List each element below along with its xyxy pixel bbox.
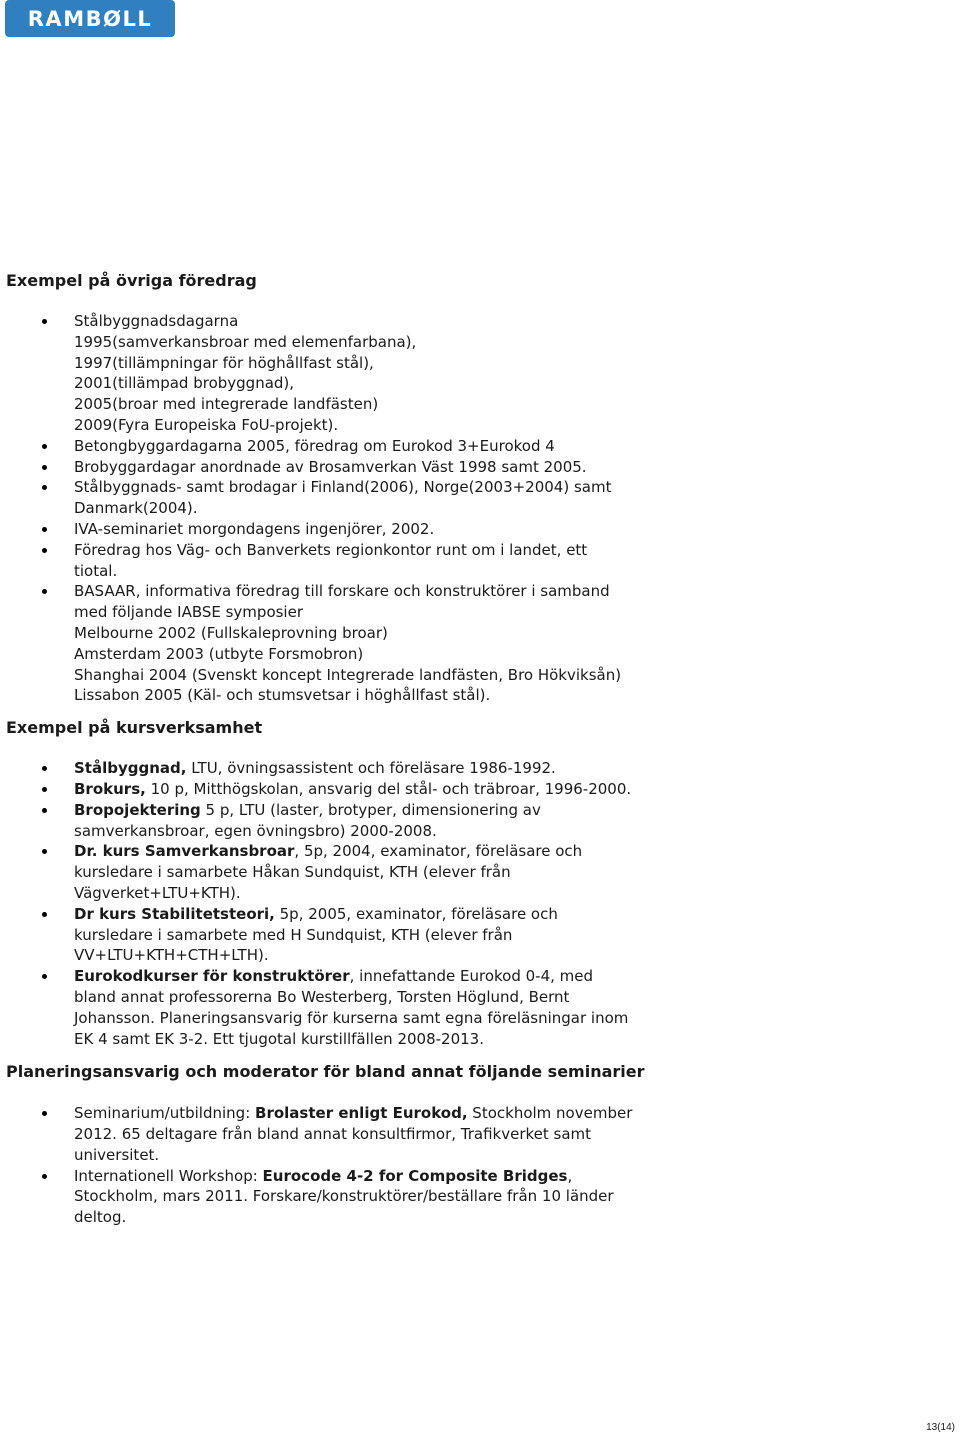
list-item: [6, 1166, 736, 1228]
kursverksamhet-list: [6, 758, 736, 1049]
seminar-details: Stockholm november: [467, 1104, 633, 1123]
item-text-line: BASAAR, informativa föredrag till forskare och konstruktörer i samband: [74, 582, 610, 601]
item-text-line: Föredrag hos Väg- och Banverkets regionkontor runt om i landet, ett: [74, 540, 588, 559]
item-text-line: EK 4 samt EK 3-2. Ett tjugotal kurstillfällen 2008-2013.: [74, 1029, 484, 1048]
item-text-line: med följande IABSE symposier: [74, 603, 303, 622]
item-text-line: Vägverket+LTU+KTH).: [74, 883, 241, 902]
item-text-line: 2005(broar med integrerade landfästen): [74, 395, 379, 414]
item-text-line: VV+LTU+KTH+CTH+LTH).: [74, 946, 269, 965]
seminarier-list: [6, 1103, 736, 1228]
list-item: [6, 904, 736, 966]
course-name: Brokurs,: [74, 779, 146, 798]
list-item: [6, 779, 736, 800]
seminar-details: ,: [567, 1166, 573, 1185]
seminar-type: Seminarium/utbildning:: [74, 1104, 256, 1123]
section-heading-seminarier: Planeringsansvarig och moderator för bland annat följande seminarier: [6, 1062, 645, 1082]
item-first-line: [74, 758, 736, 779]
item-first-line: [74, 966, 736, 987]
list-item: [6, 311, 736, 436]
item-first-line: [74, 841, 736, 862]
item-text-line: 1995(samverkansbroar med elemenfarbana),: [74, 332, 417, 351]
section-heading-kursverksamhet: Exempel på kursverksamhet: [6, 718, 263, 738]
item-text-line: Amsterdam 2003 (utbyte Forsmobron): [74, 644, 364, 663]
item-text-line: tiotal.: [74, 561, 118, 580]
foredrag-list: [6, 311, 736, 706]
item-text-line: Stockholm, mars 2011. Forskare/konstruktörer/beställare från 10 länder: [74, 1187, 614, 1206]
item-text-line: kursledare i samarbete med H Sundquist, KTH (elever från: [74, 925, 513, 944]
course-name: Dr kurs Stabilitetsteori,: [74, 904, 275, 923]
item-text-line: 2009(Fyra Europeiska FoU-projekt).: [74, 415, 339, 434]
course-name: Stålbyggnad,: [74, 759, 187, 778]
course-name: Dr. kurs Samverkansbroar: [74, 842, 295, 861]
ramboll-logo: RAMBØLL: [5, 0, 175, 37]
item-text-line: Stålbyggnads- samt brodagar i Finland(2006), Norge(2003+2004) samt: [74, 478, 612, 497]
item-first-line: [74, 1166, 736, 1187]
course-details: 5p, 2005, examinator, föreläsare och: [274, 904, 558, 923]
course-details: , 5p, 2004, examinator, föreläsare och: [294, 842, 583, 861]
item-text-line: universitet.: [74, 1145, 160, 1164]
course-name: Bropojektering: [74, 800, 201, 819]
item-first-line: [74, 1103, 736, 1124]
item-text-line: 2012. 65 deltagare från bland annat konsultfirmor, Trafikverket samt: [74, 1125, 592, 1144]
item-first-line: [74, 904, 736, 925]
item-text-line: 2001(tillämpad brobyggnad),: [74, 374, 295, 393]
item-text-line: Stålbyggnadsdagarna: [74, 312, 239, 330]
course-details: LTU, övningsassistent och föreläsare 1986-1992.: [186, 759, 556, 778]
item-text-line: Johansson. Planeringsansvarig för kurserna samt egna föreläsningar inom: [74, 1008, 629, 1027]
list-item: [6, 1103, 736, 1165]
list-item: [6, 457, 736, 478]
item-text-line: kursledare i samarbete Håkan Sundquist, KTH (elever från: [74, 863, 511, 882]
item-text-line: samverkansbroar, egen övningsbro) 2000-2008.: [74, 821, 437, 840]
section-heading-foredrag: Exempel på övriga föredrag: [6, 271, 257, 290]
seminar-title: Brolaster enligt Eurokod,: [255, 1104, 468, 1123]
list-item: [6, 519, 736, 540]
document-body: [6, 270, 736, 1228]
seminar-type: Internationell Workshop:: [74, 1166, 263, 1185]
list-item: [6, 436, 736, 457]
course-details: , innefattande Eurokod 0-4, med: [349, 967, 594, 986]
item-text-line: IVA-seminariet morgondagens ingenjörer, 2002.: [74, 519, 435, 538]
course-details: 5 p, LTU (laster, brotyper, dimensionering av: [200, 800, 541, 819]
list-item: [6, 540, 736, 582]
page-number: 13(14): [926, 1422, 955, 1433]
course-details: 10 p, Mitthögskolan, ansvarig del stål- och träbroar, 1996-2000.: [145, 779, 632, 798]
course-name: Eurokodkurser för konstruktörer: [74, 967, 350, 986]
list-item: [6, 841, 736, 903]
list-item: [6, 758, 736, 779]
item-text-line: bland annat professorerna Bo Westerberg, Torsten Höglund, Bernt: [74, 987, 570, 1006]
list-item: [6, 477, 736, 519]
list-item: [6, 966, 736, 1049]
list-item: [6, 800, 736, 842]
item-text-line: Shanghai 2004 (Svenskt koncept Integrerade landfästen, Bro Hökviksån): [74, 665, 622, 684]
item-first-line: [74, 779, 736, 800]
item-text-line: Danmark(2004).: [74, 499, 198, 518]
item-first-line: [74, 800, 736, 821]
item-text-line: Melbourne 2002 (Fullskaleprovning broar): [74, 623, 388, 642]
item-text-line: Brobyggardagar anordnade av Brosamverkan Väst 1998 samt 2005.: [74, 457, 587, 476]
item-text-line: Lissabon 2005 (Käl- och stumsvetsar i höghållfast stål).: [74, 686, 491, 705]
item-text-line: 1997(tillämpningar för höghållfast stål),: [74, 353, 374, 372]
item-text-line: deltog.: [74, 1208, 127, 1227]
list-item: [6, 581, 736, 706]
item-text-line: Betongbyggardagarna 2005, föredrag om Eurokod 3+Eurokod 4: [74, 436, 555, 455]
seminar-title: Eurocode 4-2 for Composite Bridges: [262, 1166, 568, 1185]
